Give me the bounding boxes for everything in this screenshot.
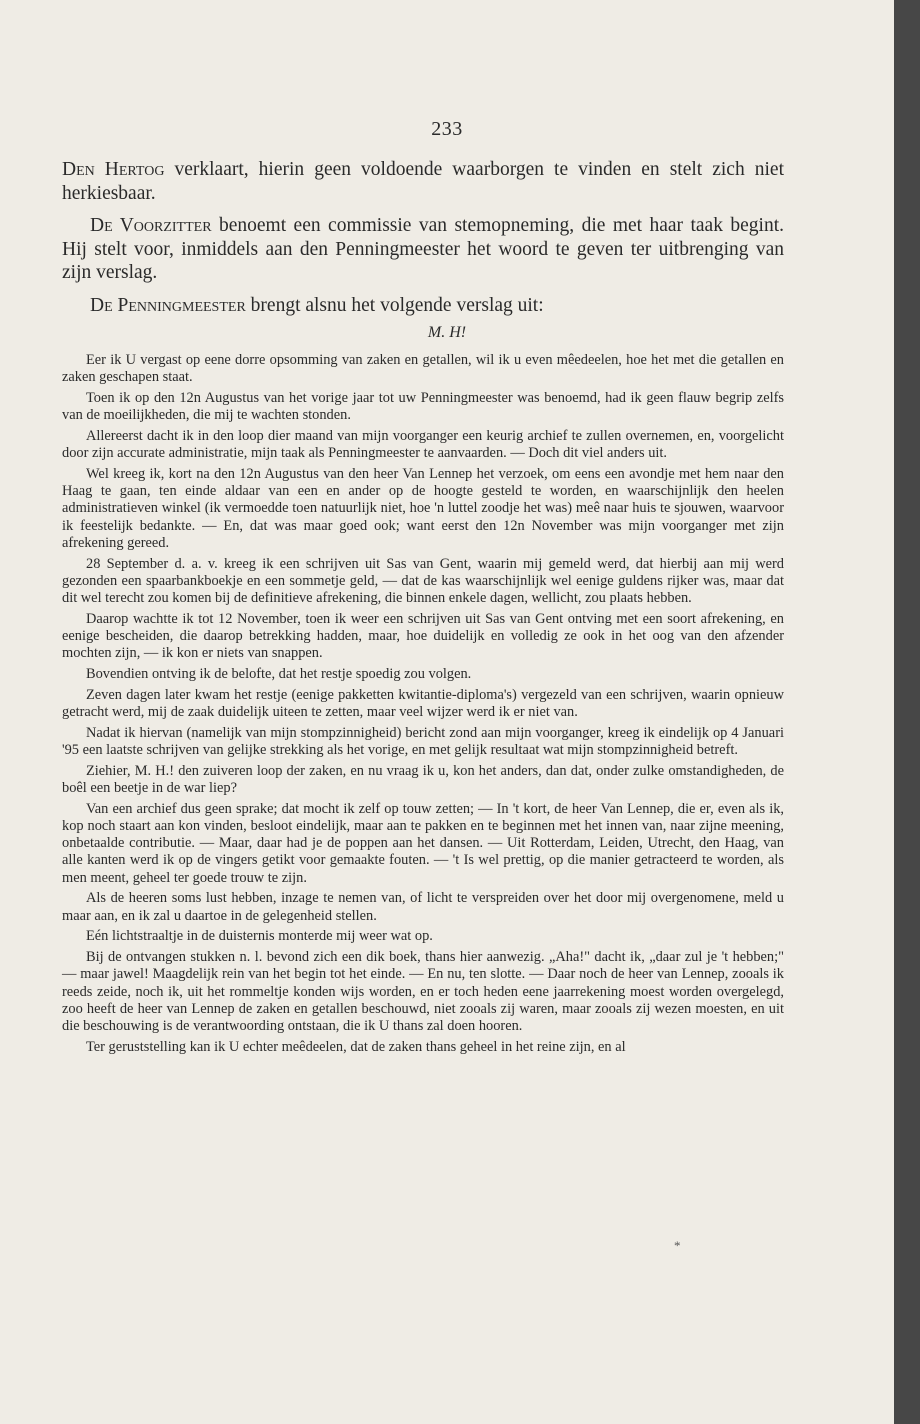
report-paragraph: Daarop wachtte ik tot 12 November, toen ik weer een schrijven uit Sas van Gent ontving met een soort afrekening, en eenige bescheiden, die daarop betrekking hadden, maar, hoe duidelijk en volledig ze ook in het oog van den afzender mochten zijn, — ik kon er niets van snappen.: [62, 610, 784, 662]
speaker-name: De Voorzitter: [90, 215, 212, 236]
paragraph-text: brengt alsnu het volgende verslag uit:: [245, 294, 544, 316]
report-paragraph: Zeven dagen later kwam het restje (eenige pakketten kwitantie-diploma's) vergezeld van een schrijven, waarin opnieuw getracht werd, mij de zaak duidelijk uiteen te zetten, maar veel wijzer werd ik er niet van.: [62, 686, 784, 721]
report-paragraph: Toen ik op den 12n Augustus van het vorige jaar tot uw Penningmeester was benoemd, had ik geen flauw begrip zelfs van de moeilijkheden, die mij te wachten stonden.: [62, 390, 784, 424]
paragraph-voorzitter: [62, 214, 784, 285]
report-paragraph: Allereerst dacht ik in den loop dier maand van mijn voorganger een keurig archief te zullen overnemen, en, voorgelicht door zijn accurate administratie, mijn taak als Penningmeester te aanvaarden. — Doch dit viel anders uit.: [62, 428, 784, 462]
report-paragraph: Nadat ik hiervan (namelijk van mijn stompzinnigheid) bericht zond aan mijn voorganger, kreeg ik eindelijk op 4 Januari '95 een laatste schrijven van gelijke strekking als het vorige, en met gelijk resultaat wat mijn stompzinnigheid betreft.: [62, 724, 784, 759]
scan-edge: [894, 0, 920, 1424]
footer-asterisk: *: [674, 1238, 681, 1253]
report-paragraph: Eén lichtstraaltje in de duisternis monterde mij weer wat op.: [86, 928, 433, 945]
paragraph-penningmeester: [62, 294, 784, 318]
report-paragraph: 28 September d. a. v. kreeg ik een schrijven uit Sas van Gent, waarin mij gemeld werd, dat hierbij aan mij werd gezonden een spaarbankboekje en een sommetje geld, — dat de kas waarschijnlijk wel eenige guldens rijker was, maar dat dit wel terecht zou komen bij de definitieve afrekening, die binnen enkele dagen, wellicht, zou plaats hebben.: [62, 555, 784, 607]
intro-text: [62, 158, 784, 326]
paragraph-text: verklaart, hierin geen voldoende waarborgen te vinden en stelt zich niet herkiesbaar.: [62, 159, 784, 204]
page-number: 233: [431, 118, 463, 140]
salutation: M. H!: [427, 324, 467, 341]
speaker-name: De Penningmeester: [90, 294, 246, 316]
report-paragraph: Ter geruststelling kan ik U echter meêdeelen, dat de zaken thans geheel in het reine zijn, en al: [86, 1038, 626, 1055]
report-paragraph: Bij de ontvangen stukken n. l. bevond zich een dik boek, thans hier aanwezig. „Aha!" dacht ik, „daar zul je 't hebben;" — maar jawel! Maagdelijk rein van het begin tot het einde. — En nu, ten slotte. — Daar noch de heer van Lennep, zooals ik reeds zeide, noch ik, uit het rommeltje konden wijs worden, en er toch heden eene jaarrekening moest worden overgelegd, zoo heeft de heer van Lennep de zaken en getallen beschouwd, niet zooals zij waren, maar zooals zij wezen moesten, en uit die beschouwing is de verantwoording ontstaan, die ik U thans zal doen hooren.: [62, 949, 784, 1035]
report-paragraph: Eer ik U vergast op eene dorre opsomming van zaken en getallen, wil ik u even mêedeelen, hoe het met die getallen en zaken geschapen staat.: [62, 352, 784, 386]
report-paragraph: Wel kreeg ik, kort na den 12n Augustus van den heer Van Lennep het verzoek, om eens een avondje met hem naar den Haag te gaan, ten einde aldaar van een en ander op de hoogte gesteld te worden, en waarschijnlijk den heelen administratieven winkel (ik vermoedde toen natuurlijk niet, hoe 'n luttel zoodje het was) meê naar huis te sjouwen, waarvoor ik feestelijk bedankte. — En, dat was maar goed ook; want eerst den 12n November was mijn voorganger met zijn afrekening gereed.: [62, 466, 784, 551]
paragraph-den-hertog: [62, 158, 784, 205]
speaker-name: Den Hertog: [62, 159, 165, 180]
treasurer-report: [62, 352, 784, 1060]
paragraph-text: benoemt een commissie van stemopneming, die met haar taak begint. Hij stelt voor, inmiddels aan den Penningmeester het woord te geven ter uitbrenging van zijn verslag.: [62, 215, 784, 283]
report-paragraph: Ziehier, M. H.! den zuiveren loop der zaken, en nu vraag ik u, kon het anders, dan dat, onder zulke omstandigheden, de boêl een beetje in de war liep?: [62, 762, 784, 797]
report-paragraph: Van een archief dus geen sprake; dat mocht ik zelf op touw zetten; — In 't kort, de heer Van Lennep, die er, even als ik, kop noch staart aan kon vinden, besloot eindelijk, maar aan te pakken en te beginnen met het innen van, naar zijne meening, onbetaalde contributie. — Maar, daar had je de poppen aan het dansen. — Uit Rotterdam, Leiden, Utrecht, den Haag, van alle kanten werd ik op de vingers getikt voor gemaakte fouten. — 't Is wel prettig, op die manier getracteerd te worden, als men meent, geheel ter goede trouw te zijn.: [62, 800, 784, 886]
report-paragraph: Bovendien ontving ik de belofte, dat het restje spoedig zou volgen.: [86, 666, 472, 683]
report-paragraph: Als de heeren soms lust hebben, inzage te nemen van, of licht te verspreiden over het door mij overgenomene, meld u maar aan, en ik zal u daartoe in de gelegenheid stellen.: [62, 890, 784, 924]
